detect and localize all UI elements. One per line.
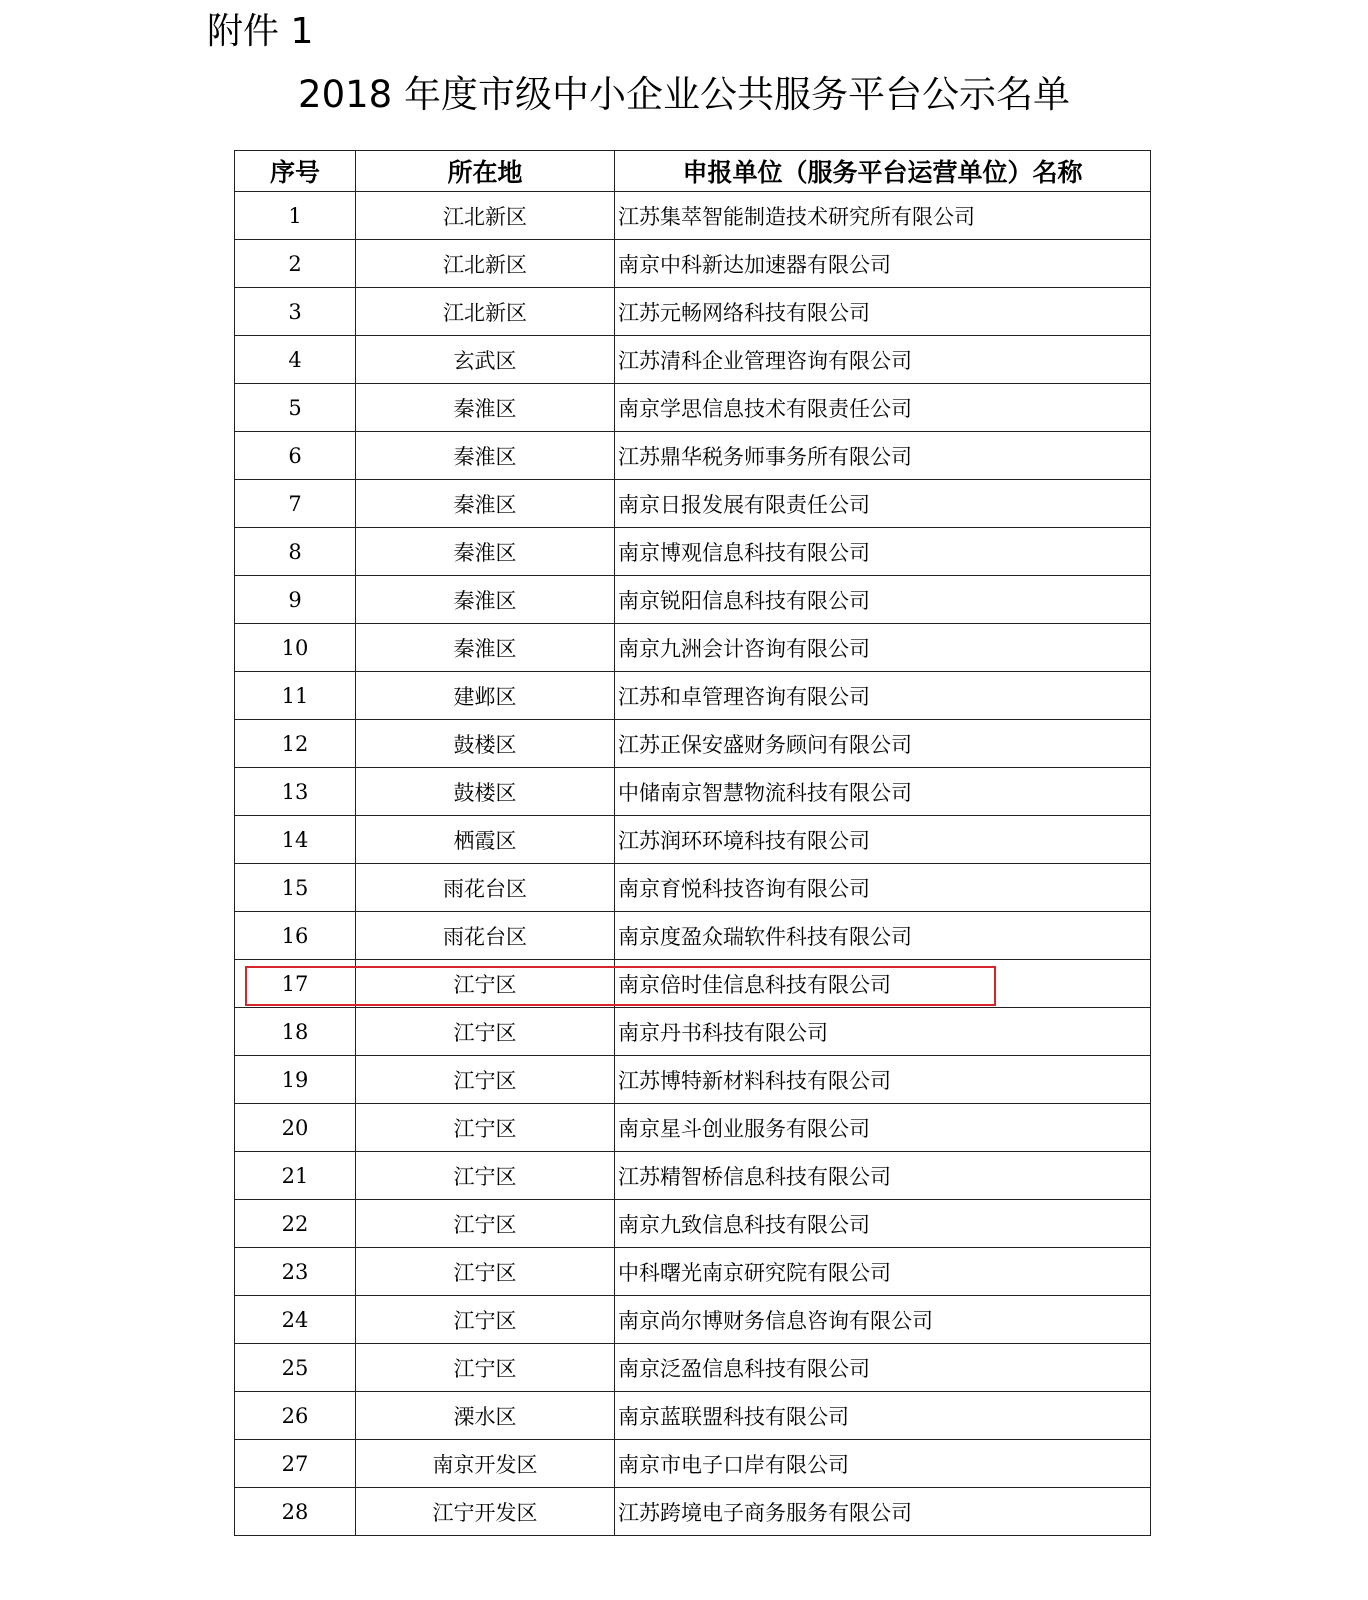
row-seq-cell: 25 bbox=[235, 1344, 356, 1392]
table-row bbox=[235, 864, 1151, 912]
row-name-cell: 南京九洲会计咨询有限公司 bbox=[615, 624, 1151, 672]
row-name-cell: 江苏集萃智能制造技术研究所有限公司 bbox=[615, 192, 1151, 240]
row-seq-cell: 22 bbox=[235, 1200, 356, 1248]
row-location-cell: 雨花台区 bbox=[356, 864, 615, 912]
row-seq-cell: 14 bbox=[235, 816, 356, 864]
table-row bbox=[235, 336, 1151, 384]
table-row bbox=[235, 960, 1151, 1008]
table-row bbox=[235, 288, 1151, 336]
row-location-cell: 南京开发区 bbox=[356, 1440, 615, 1488]
row-location-cell: 江北新区 bbox=[356, 240, 615, 288]
row-location-cell: 江宁区 bbox=[356, 1296, 615, 1344]
row-seq-cell: 9 bbox=[235, 576, 356, 624]
row-seq-cell: 8 bbox=[235, 528, 356, 576]
row-seq-cell: 24 bbox=[235, 1296, 356, 1344]
row-location-cell: 秦淮区 bbox=[356, 624, 615, 672]
row-seq-cell: 5 bbox=[235, 384, 356, 432]
table-row bbox=[235, 528, 1151, 576]
row-location-cell: 秦淮区 bbox=[356, 432, 615, 480]
row-name-cell: 江苏鼎华税务师事务所有限公司 bbox=[615, 432, 1151, 480]
row-location-cell: 江宁开发区 bbox=[356, 1488, 615, 1536]
row-seq-cell: 20 bbox=[235, 1104, 356, 1152]
row-name-cell: 南京育悦科技咨询有限公司 bbox=[615, 864, 1151, 912]
table-row bbox=[235, 672, 1151, 720]
row-name-cell: 南京学思信息技术有限责任公司 bbox=[615, 384, 1151, 432]
row-location-cell: 玄武区 bbox=[356, 336, 615, 384]
row-location-cell: 建邺区 bbox=[356, 672, 615, 720]
row-seq-cell: 21 bbox=[235, 1152, 356, 1200]
row-seq-cell: 18 bbox=[235, 1008, 356, 1056]
row-name-cell: 南京倍时佳信息科技有限公司 bbox=[615, 960, 1151, 1008]
row-seq-cell: 3 bbox=[235, 288, 356, 336]
column-header-seq: 序号 bbox=[235, 151, 356, 192]
row-name-cell: 江苏精智桥信息科技有限公司 bbox=[615, 1152, 1151, 1200]
table-row bbox=[235, 240, 1151, 288]
row-location-cell: 秦淮区 bbox=[356, 576, 615, 624]
row-location-cell: 鼓楼区 bbox=[356, 768, 615, 816]
row-name-cell: 江苏跨境电子商务服务有限公司 bbox=[615, 1488, 1151, 1536]
row-seq-cell: 16 bbox=[235, 912, 356, 960]
page-title: 2018 年度市级中小企业公共服务平台公示名单 bbox=[298, 73, 1070, 116]
row-seq-cell: 7 bbox=[235, 480, 356, 528]
table-header-row bbox=[235, 151, 1151, 192]
table-row bbox=[235, 480, 1151, 528]
table-row bbox=[235, 192, 1151, 240]
row-name-cell: 南京中科新达加速器有限公司 bbox=[615, 240, 1151, 288]
table-row bbox=[235, 576, 1151, 624]
row-seq-cell: 2 bbox=[235, 240, 356, 288]
row-location-cell: 江宁区 bbox=[356, 960, 615, 1008]
row-seq-cell: 15 bbox=[235, 864, 356, 912]
table-row bbox=[235, 1152, 1151, 1200]
table-row bbox=[235, 1008, 1151, 1056]
row-name-cell: 江苏润环环境科技有限公司 bbox=[615, 816, 1151, 864]
table-row bbox=[235, 768, 1151, 816]
row-location-cell: 江北新区 bbox=[356, 288, 615, 336]
row-location-cell: 栖霞区 bbox=[356, 816, 615, 864]
row-name-cell: 南京锐阳信息科技有限公司 bbox=[615, 576, 1151, 624]
row-seq-cell: 13 bbox=[235, 768, 356, 816]
table-row bbox=[235, 1104, 1151, 1152]
row-location-cell: 鼓楼区 bbox=[356, 720, 615, 768]
table-row bbox=[235, 1248, 1151, 1296]
table-row bbox=[235, 432, 1151, 480]
row-name-cell: 南京丹书科技有限公司 bbox=[615, 1008, 1151, 1056]
table-row bbox=[235, 1056, 1151, 1104]
row-location-cell: 江宁区 bbox=[356, 1248, 615, 1296]
attachment-label: 附件 1 bbox=[207, 11, 314, 52]
row-location-cell: 江宁区 bbox=[356, 1344, 615, 1392]
row-location-cell: 江北新区 bbox=[356, 192, 615, 240]
row-location-cell: 溧水区 bbox=[356, 1392, 615, 1440]
column-header-name: 申报单位（服务平台运营单位）名称 bbox=[615, 151, 1151, 192]
row-location-cell: 江宁区 bbox=[356, 1200, 615, 1248]
row-name-cell: 南京尚尔博财务信息咨询有限公司 bbox=[615, 1296, 1151, 1344]
row-seq-cell: 17 bbox=[235, 960, 356, 1008]
row-name-cell: 江苏和卓管理咨询有限公司 bbox=[615, 672, 1151, 720]
table-row bbox=[235, 384, 1151, 432]
row-location-cell: 江宁区 bbox=[356, 1008, 615, 1056]
row-seq-cell: 19 bbox=[235, 1056, 356, 1104]
row-location-cell: 江宁区 bbox=[356, 1152, 615, 1200]
row-name-cell: 南京博观信息科技有限公司 bbox=[615, 528, 1151, 576]
row-name-cell: 南京日报发展有限责任公司 bbox=[615, 480, 1151, 528]
row-seq-cell: 28 bbox=[235, 1488, 356, 1536]
row-name-cell: 江苏正保安盛财务顾问有限公司 bbox=[615, 720, 1151, 768]
row-name-cell: 南京九致信息科技有限公司 bbox=[615, 1200, 1151, 1248]
row-location-cell: 雨花台区 bbox=[356, 912, 615, 960]
row-name-cell: 江苏博特新材料科技有限公司 bbox=[615, 1056, 1151, 1104]
table-row bbox=[235, 720, 1151, 768]
row-name-cell: 中储南京智慧物流科技有限公司 bbox=[615, 768, 1151, 816]
row-location-cell: 江宁区 bbox=[356, 1056, 615, 1104]
row-name-cell: 南京市电子口岸有限公司 bbox=[615, 1440, 1151, 1488]
table-row bbox=[235, 624, 1151, 672]
row-name-cell: 江苏清科企业管理咨询有限公司 bbox=[615, 336, 1151, 384]
row-name-cell: 南京星斗创业服务有限公司 bbox=[615, 1104, 1151, 1152]
row-seq-cell: 10 bbox=[235, 624, 356, 672]
row-location-cell: 秦淮区 bbox=[356, 528, 615, 576]
row-seq-cell: 26 bbox=[235, 1392, 356, 1440]
row-seq-cell: 4 bbox=[235, 336, 356, 384]
row-location-cell: 秦淮区 bbox=[356, 384, 615, 432]
row-location-cell: 秦淮区 bbox=[356, 480, 615, 528]
table-body bbox=[235, 192, 1151, 1536]
table-row bbox=[235, 816, 1151, 864]
table-row bbox=[235, 1296, 1151, 1344]
row-location-cell: 江宁区 bbox=[356, 1104, 615, 1152]
row-name-cell: 江苏元畅网络科技有限公司 bbox=[615, 288, 1151, 336]
row-name-cell: 南京度盈众瑞软件科技有限公司 bbox=[615, 912, 1151, 960]
table-row bbox=[235, 1200, 1151, 1248]
table-row bbox=[235, 1440, 1151, 1488]
row-seq-cell: 1 bbox=[235, 192, 356, 240]
column-header-location: 所在地 bbox=[356, 151, 615, 192]
row-seq-cell: 27 bbox=[235, 1440, 356, 1488]
table-row bbox=[235, 1344, 1151, 1392]
table-row bbox=[235, 1392, 1151, 1440]
table-row bbox=[235, 1488, 1151, 1536]
row-name-cell: 南京蓝联盟科技有限公司 bbox=[615, 1392, 1151, 1440]
row-seq-cell: 12 bbox=[235, 720, 356, 768]
row-name-cell: 中科曙光南京研究院有限公司 bbox=[615, 1248, 1151, 1296]
platform-list-table bbox=[234, 150, 1151, 1536]
row-seq-cell: 23 bbox=[235, 1248, 356, 1296]
row-name-cell: 南京泛盈信息科技有限公司 bbox=[615, 1344, 1151, 1392]
row-seq-cell: 11 bbox=[235, 672, 356, 720]
row-seq-cell: 6 bbox=[235, 432, 356, 480]
table-row bbox=[235, 912, 1151, 960]
